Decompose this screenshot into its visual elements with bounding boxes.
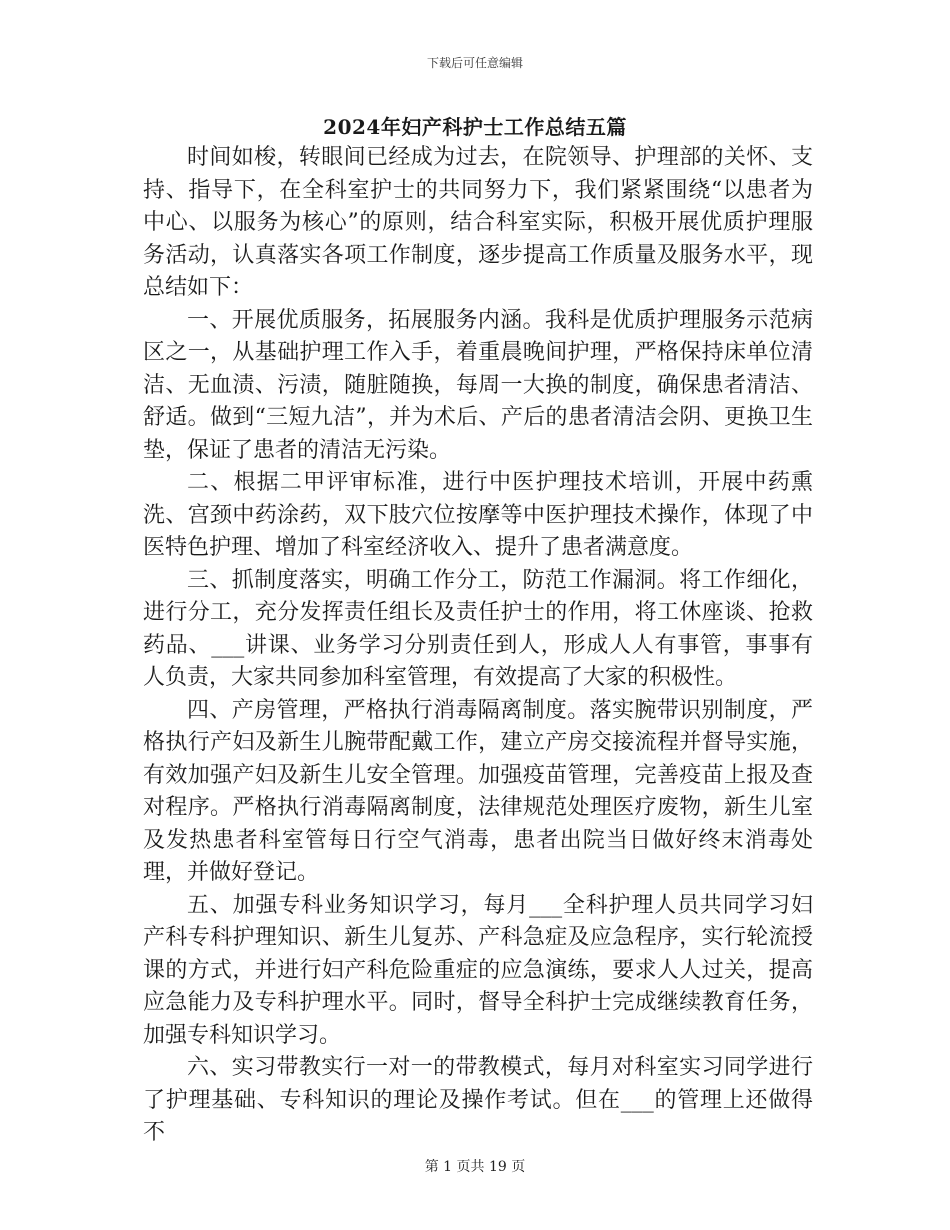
paragraph-4: 四、产房管理，严格执行消毒隔离制度。落实腕带识别制度，严格执行产妇及新生儿腕带配戴工作，建立产房交接流程并督导实施，有效加强产妇及新生儿安全管理。加强疫苗管理，完善疫苗上报及查对程序。严格执行消毒隔离制度，法律规范处理医疗废物，新生儿室及发热患者科室管每日行空气消毒，患者出院当日做好终末消毒处理，并做好登记。 (143, 697, 813, 885)
paragraph-2: 二、根据二甲评审标准，进行中医护理技术培训，开展中药熏洗、宫颈中药涂药，双下肢穴位按摩等中医护理技术操作，体现了中医特色护理、增加了科室经济收入、提升了患者满意度。 (143, 470, 813, 560)
paragraph-5: 五、加强专科业务知识学习，每月___全科护理人员共同学习妇产科专科护理知识、新生儿复苏、产科急症及应急程序，实行轮流授课的方式，并进行妇产科危险重症的应急演练，要求人人过关，提高应急能力及专科护理水平。同时，督导全科护士完成继续教育任务，加强专科知识学习。 (143, 892, 813, 1048)
paragraph-6: 六、实习带教实行一对一的带教模式，每月对科室实习同学进行了护理基础、专科知识的理论及操作考试。但在___的管理上还做得不 (143, 1055, 813, 1145)
document-title: 2024年妇产科护士工作总结五篇 (323, 115, 627, 139)
header-note: 下载后可任意编辑 (426, 56, 523, 70)
page-footer: 第 1 页共 19 页 (424, 1159, 526, 1175)
paragraph-intro: 时间如梭，转眼间已经成为过去，在院领导、护理部的关怀、支持、指导下，在全科室护士的共同努力下，我们紧紧围绕“以患者为中心、以服务为核心”的原则，结合科室实际，积极开展优质护理服务活动，认真落实各项工作制度，逐步提高工作质量及服务水平，现总结如下： (143, 145, 813, 300)
document-body (143, 142, 813, 1150)
paragraph-1: 一、开展优质服务，拓展服务内涵。我科是优质护理服务示范病区之一，从基础护理工作入手，着重晨晚间护理，严格保持床单位清洁、无血渍、污渍，随脏随换，每周一大换的制度，确保患者清洁、舒适。做到“三短九洁”，并为术后、产后的患者清洁会阴、更换卫生垫，保证了患者的清洁无污染。 (143, 307, 813, 463)
paragraph-3: 三、抓制度落实，明确工作分工，防范工作漏洞。将工作细化，进行分工，充分发挥责任组长及责任护士的作用，将工休座谈、抢救药品、___讲课、业务学习分别责任到人，形成人人有事管，事事有人负责，大家共同参加科室管理，有效提高了大家的积极性。 (143, 567, 813, 690)
